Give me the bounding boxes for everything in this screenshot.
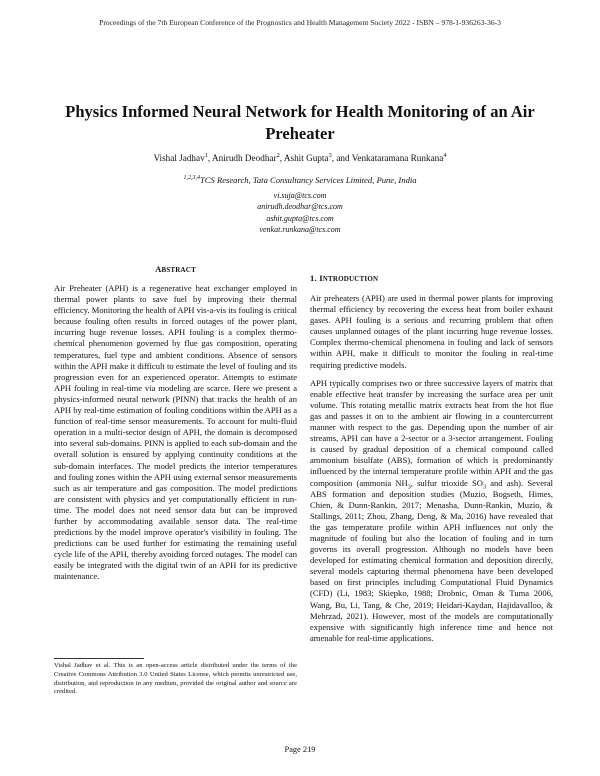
email: venkat.runkana@tcs.com	[259, 225, 341, 235]
intro-text: , sulfur trioxide SO	[410, 477, 483, 488]
email-list	[40, 190, 560, 236]
author-name: Vishal Jadhav	[153, 153, 205, 163]
intro-heading-rest: NTRODUCTION	[322, 275, 379, 283]
author-sup: 3	[328, 151, 332, 159]
introduction-heading	[310, 273, 553, 283]
license-footnote: Vishal Jadhav et al. This is an open-access article distributed under the terms of the Creative Commons Attribution 3.0 United States License, which permits unrestricted use, distribution, and reproduction in any medium, provided the original author and source are credited.	[54, 662, 297, 696]
author-sup: 2	[276, 151, 280, 159]
so3-subscript: 3	[482, 484, 486, 491]
paper-title: Physics Informed Neural Network for Health Monitoring of an Air Preheater	[65, 102, 535, 143]
intro-paragraph-2	[310, 378, 553, 644]
affiliation	[40, 175, 560, 185]
affiliation-text: TCS Research, Tata Consultancy Services Limited, Pune, India	[199, 175, 417, 185]
abstract-text: Air Preheater (APH) is a regenerative heat exchanger employed in thermal power plants to save fuel by improving their thermal efficiency. Monitoring the health of APH vis-a-vis its fouling is critical because fouling often results in forced outages of the power plant, incurring huge revenue losses. APH fouling is a complex thermo-chemical phenomenon governed by flue gas composition, operating temperatures, fuel type and ambient conditions. Absence of sensors within the APH make it difficult to estimate the level of fouling and its progression even for an experienced operator. Attempts to estimate APH fouling in real-time via modeling are scarce. Here we present a physics-informed neural network (PINN) that tracks the health of an APH by real-time estimation of fouling conditions within the APH as a function of real-time sensor measurements. To account for multi-fluid operation in a multi-sector design of APH, the domain is decomposed into several sub-domains. PINN is applied to each sub-domain and the overall solution is ensured by applying continuity conditions at the sub-domain interfaces. The model predicts the interior temperatures and fouling zones within the APH using external sensor measurements such as air temperature and gas composition. The model predictions are consistent with physics and yet computationally efficient in run-time. The model does not need sensor data but can be improved further by accommodating available sensor data. The real-time predictions by the model improve operator's visibility in fouling. The predictions can be used further for estimating the remaining useful cycle life of the APH, thereby avoiding forced outages. The model can easily be integrated with the digital twin of an APH for its predictive maintenance.	[54, 283, 297, 582]
author-name: Venkataramana Runkana	[351, 153, 444, 163]
author-sep: , and	[331, 153, 352, 163]
email: vi.suja@tcs.com	[273, 191, 327, 200]
abstract-heading-initial: A	[155, 264, 162, 274]
email: ashit.gupta@tcs.com	[266, 213, 334, 223]
section-number: 1.	[310, 273, 320, 283]
abstract-heading	[54, 264, 297, 274]
page-number: Page 219	[284, 745, 316, 754]
intro-text: APH typically comprises two or three successive layers of matrix that enable effective heat transfer by increasing the surface area per unit volume. This rotating metallic matrix extracts heat from the hot flue gas and passes it on to the ambient air flowing in a countercurrent manner with respect to the gas. Depending upon the number of air streams, APH can have a 2-sector or a 3-sector arrangement. Fouling is caused by gradual deposition of a chemical compound called ammonium bisulfate (ABS), formation of which is predominantly influenced by the internal temperature profile within APH and the gas composition (ammonia NH	[310, 377, 553, 488]
abstract-heading-rest: BSTRACT	[161, 266, 196, 274]
author-sup: 1	[204, 151, 208, 159]
intro-heading-initial: I	[319, 273, 323, 283]
author-sep: ,	[207, 153, 212, 163]
author-name: Anirudh Deodhar	[212, 153, 277, 163]
left-column	[54, 264, 297, 590]
nh3-subscript: 3	[407, 484, 411, 491]
author-sup: 4	[443, 151, 447, 159]
author-sep: ,	[279, 153, 284, 163]
right-column	[310, 264, 553, 651]
author-list	[40, 153, 560, 163]
email: anirudh.deodhar@tcs.com	[257, 202, 343, 212]
intro-text: and ash). Several ABS formation and deposition studies (Muzio, Bogseth, Himes, Chien, & Dunn-Rankin, 2017; Menasha, Dunn-Rankin, Muzio, & Stallings, 2011; Zhou, Zhang, Deng, & Ma, 2016) have revealed that the gas temperature profile within APH influences not only the magnitude of fouling but also the location of fouling and in turn governs its overall progression. Although no models have been developed for estimating chemical formation and deposition directly, several models capturing thermal phenomena have been developed based on first principles including Computational Fluid Dynamics (CFD) (Li, 1983; Skiepko, 1988; Drobnic, Oman & Tuma 2006, Wang, Bu, Li, Tang, & Che, 2019; Heidari-Kaydan, Hajidavalloo, & Mehrzad, 2021). However, most of the models are computationally expensive with significantly high inference time and hence not amenable for real-time applications.	[310, 477, 553, 643]
intro-paragraph-1: Air preheaters (APH) are used in thermal power plants for improving thermal efficiency by recovering the excess heat from boiler exhaust gases. APH fouling is a serious and recurring problem that often causes unplanned outages of the plant incurring huge revenue losses. Complex thermo-chemical phenomena in fouling and lack of sensors within APH, make it difficult to monitor the fouling in real-time requiring predictive models.	[310, 293, 553, 370]
affiliation-sup: 1,2,3,4	[183, 175, 200, 182]
footnote-divider	[54, 658, 144, 659]
author-name: Ashit Gupta	[283, 153, 329, 163]
running-head: Proceedings of the 7th European Conference of the Prognostics and Health Management Society 2022 - ISBN – 978-1-936263-36-3	[99, 18, 501, 27]
